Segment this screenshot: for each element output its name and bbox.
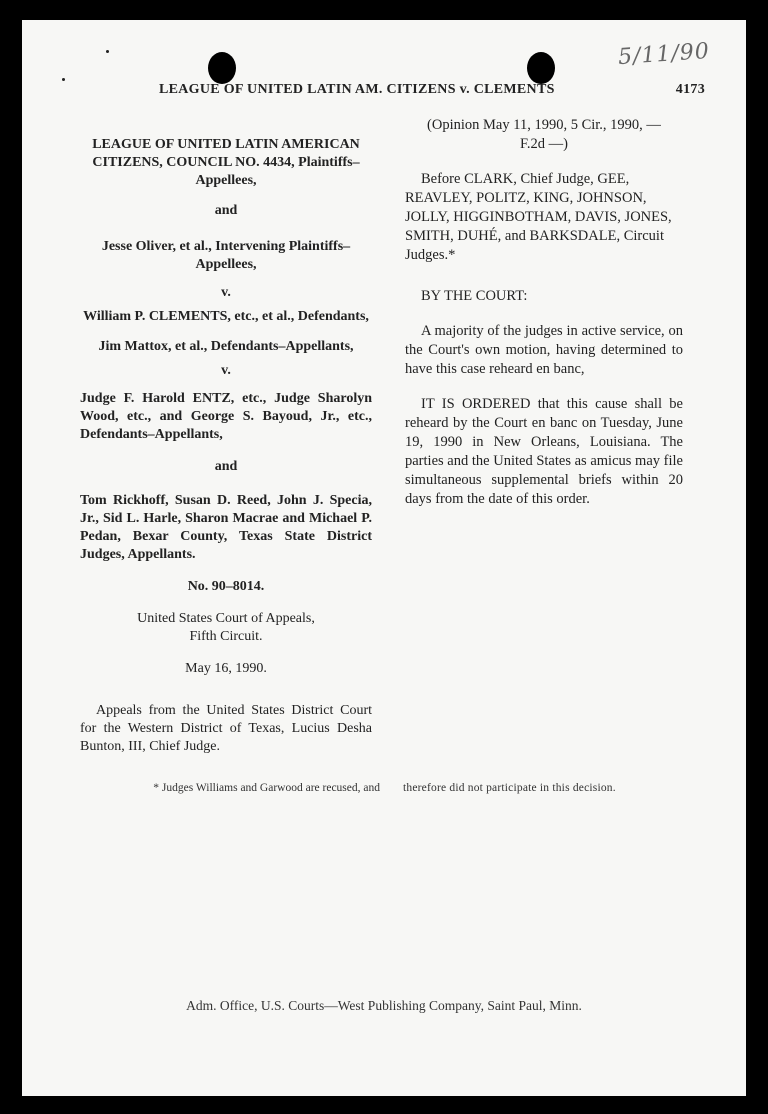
docket-number: No. 90–8014. — [187, 579, 265, 594]
caption-versus: v. — [221, 363, 231, 378]
speck-mark — [62, 78, 65, 81]
case-caption-column — [80, 136, 372, 756]
document-page — [22, 20, 746, 1096]
caption-and: and — [214, 203, 238, 218]
appeal-from: Appeals from the United States District Court for the Western District of Texas, Lucius Desha Bunton, III, Chief Judge. — [80, 703, 372, 754]
opinion-column — [405, 116, 683, 509]
by-the-court: BY THE COURT: — [421, 288, 528, 304]
running-title: LEAGUE OF UNITED LATIN AM. CITIZENS v. CLEMENTS — [159, 82, 555, 97]
speck-mark — [106, 50, 109, 53]
caption-plaintiffs: LEAGUE OF UNITED LATIN AMERICAN CITIZENS, COUNCIL NO. 4434, Plaintiffs–Appellees, — [92, 137, 360, 188]
opinion-paragraph: A majority of the judges in active service, on the Court's own motion, having determined to have this case reheard en banc, — [405, 323, 683, 377]
decision-date: May 16, 1990. — [185, 661, 267, 676]
punch-hole-right — [527, 52, 555, 84]
caption-versus: v. — [221, 285, 231, 300]
caption-defendants: William P. CLEMENTS, etc., et al., Defendants, — [83, 309, 369, 324]
prior-opinion: (Opinion May 11, 1990, 5 Cir., 1990, — F.2d —) — [427, 117, 661, 152]
punch-hole-left — [208, 52, 236, 84]
court-name: United States Court of Appeals, Fifth Circuit. — [137, 611, 315, 644]
handwritten-date: 5/11/90 — [617, 38, 711, 71]
caption-and: and — [214, 459, 238, 474]
caption-intervenors: Jesse Oliver, et al., Intervening Plaintiffs–Appellees, — [101, 239, 351, 272]
publisher-line: Adm. Office, U.S. Courts—West Publishing Company, Saint Paul, Minn. — [186, 998, 582, 1013]
footnote-right: therefore did not participate in this decision. — [403, 782, 616, 794]
caption-judges-appellants: Judge F. Harold ENTZ, etc., Judge Sharolyn Wood, etc., and George S. Bayoud, Jr., etc., Defendants–Appellants, — [80, 391, 372, 442]
opinion-order-paragraph: IT IS ORDERED that this cause shall be reheard by the Court en banc on Tuesday, June 19, 1990 in New Orleans, Louisiana. The parties and the United States as amicus may file simultaneous supplemental briefs within 20 days from the date of this order. — [405, 396, 683, 507]
panel-judges: Before CLARK, Chief Judge, GEE, REAVLEY, POLITZ, KING, JOHNSON, JOLLY, HIGGINBOTHAM, DAVIS, JONES, SMITH, DUHÉ, and BARKSDALE, Circuit Judges.* — [405, 171, 672, 263]
footnote-left: * Judges Williams and Garwood are recused, and — [153, 782, 380, 794]
page-number: 4173 — [675, 82, 705, 97]
caption-appellants: Tom Rickhoff, Susan D. Reed, John J. Specia, Jr., Sid L. Harle, Sharon Macrae and Michael P. Pedan, Bexar County, Texas State District Judges, Appellants. — [80, 493, 372, 562]
caption-defendants-appellants: Jim Mattox, et al., Defendants–Appellants, — [98, 339, 354, 354]
